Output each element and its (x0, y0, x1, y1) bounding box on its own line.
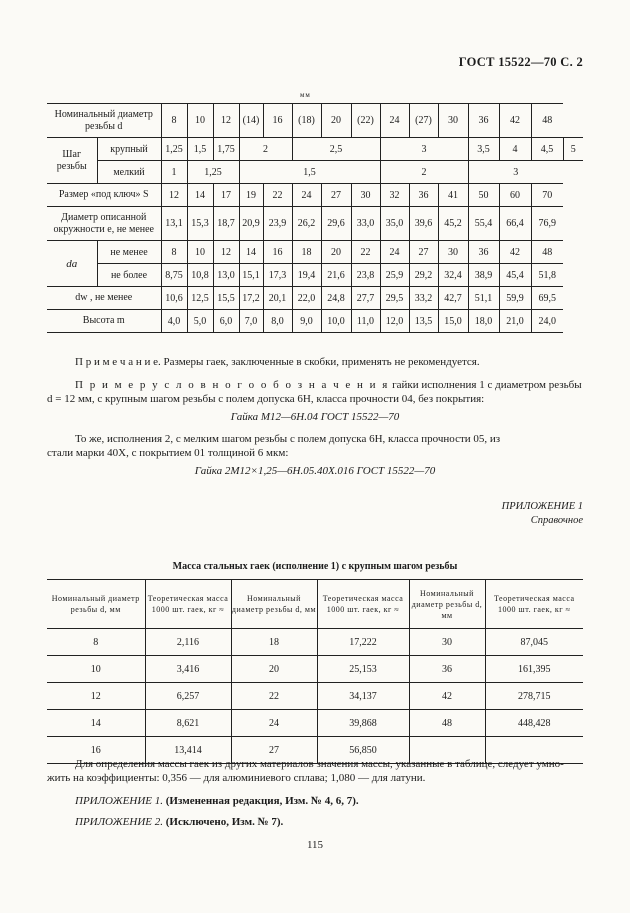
table-row: Высота m 4,0 5,0 6,0 7,0 8,0 9,0 10,0 11,0 12,0 13,5 15,0 18,0 21,0 24,0 (47, 310, 583, 333)
table-unit: мм (300, 91, 311, 99)
circumscribed-diameter-label: Диаметр описанной окружности e, не менее (47, 207, 161, 241)
table-row: Номинальный диаметр резьбы d, мм Теоретическая масса 1000 шт. гаек, кг ≈ Номинальный диаметр резьбы d, мм Теоретическая масса 1000 шт. гаек, кг ≈ Номинальный диаметр резьбы d, мм Теоретическая масса 1000 шт. гаек, кг ≈ (47, 580, 583, 629)
table-row: 10 3,416 20 25,153 36 161,395 (47, 656, 583, 683)
height-label: Высота m (47, 310, 161, 333)
document-header: ГОСТ 15522—70 С. 2 (458, 55, 583, 69)
table-row: 14 8,621 24 39,868 48 448,428 (47, 710, 583, 737)
diameter-label: Номинальный диаметр резьбы d (47, 104, 161, 138)
designation-2: Гайка 2М12×1,25—6Н.05.40Х.016 ГОСТ 15522—70 (194, 465, 436, 477)
table-row: не более 8,75 10,8 13,0 15,1 17,3 19,4 21,6 23,8 25,9 29,2 32,4 38,9 45,4 51,8 (47, 264, 583, 287)
table-row: 8 2,116 18 17,222 30 87,045 (47, 629, 583, 656)
designation-1: Гайка М12—6Н.04 ГОСТ 15522—70 (230, 411, 400, 423)
wrench-size-label: Размер «под ключ» S (47, 184, 161, 207)
table-row: Диаметр описанной окружности e, не менее 13,1 15,3 18,7 20,9 23,9 26,2 29,6 33,0 35,0 39,6 45,2 55,4 66,4 76,9 (47, 207, 583, 241)
footnote-2: ПРИЛОЖЕНИЕ 2. (Исключено, Изм. № 7). (75, 816, 284, 828)
dw-label: dw , не менее (47, 287, 161, 310)
page-number: 115 (306, 839, 324, 851)
da-max-label: не более (97, 264, 161, 287)
table-row: Размер «под ключ» S 12 14 17 19 22 24 27 30 32 36 41 50 60 70 (47, 184, 583, 207)
dimensions-table (47, 103, 583, 333)
da-min-label: не менее (97, 241, 161, 264)
mass-table-title: Масса стальных гаек (исполнение 1) с крупным шагом резьбы (172, 561, 458, 572)
example-block: П р и м е р у с л о в н о г о о б о з н а ч е н и я гайки исполнения 1 с диаметром резьбы d = 12 мм, с крупным шагом резьбы с полем допуска 6Н, класса прочности 04, без покрытия: (47, 379, 582, 405)
da-label: dа (47, 241, 97, 287)
table-row: 12 6,257 22 34,137 42 278,715 (47, 683, 583, 710)
pitch-label: Шаг резьбы (47, 138, 97, 184)
table-row: 16 13,414 27 56,850 (47, 737, 583, 764)
coarse-label: крупный (97, 138, 161, 161)
table-row: Шаг резьбы крупный 1,25 1,5 1,75 2 2,5 3 3,5 4 4,5 5 (47, 138, 583, 161)
table-row: Номинальный диаметр резьбы d 8 10 12 (14) 16 (18) 20 (22) 24 (27) 30 36 42 48 (47, 104, 583, 138)
table-row: мелкий 1 1,25 1,5 2 3 (47, 161, 583, 184)
table-row: dа не менее 8 10 12 14 16 18 20 22 24 27 30 36 42 48 (47, 241, 583, 264)
mass-table (47, 579, 583, 764)
table-row: dw , не менее 10,6 12,5 15,5 17,2 20,1 22,0 24,8 27,7 29,5 33,2 42,7 51,1 59,9 69,5 (47, 287, 583, 310)
example-2: То же, исполнения 2, с мелким шагом резьбы с полем допуска 6Н, класса прочности 05, из стали марки 40Х, с покрытием 01 толщиной 6 мкм: (47, 433, 501, 459)
note: П р и м е ч а н и е. Размеры гаек, заключенные в скобки, применять не рекомендуется. (75, 356, 480, 368)
appendix-heading: ПРИЛОЖЕНИЕ 1 Справочное (501, 501, 583, 526)
fine-label: мелкий (97, 161, 161, 184)
mass-note: Для определения массы гаек из других материалов значения массы, указанные в таблице, следует умно- жить на коэффициенты: 0,356 — для алюминиевого сплава; 1,080 — для латуни. (47, 758, 564, 784)
footnote-1: ПРИЛОЖЕНИЕ 1. (Измененная редакция, Изм. № 4, 6, 7). (75, 795, 359, 807)
